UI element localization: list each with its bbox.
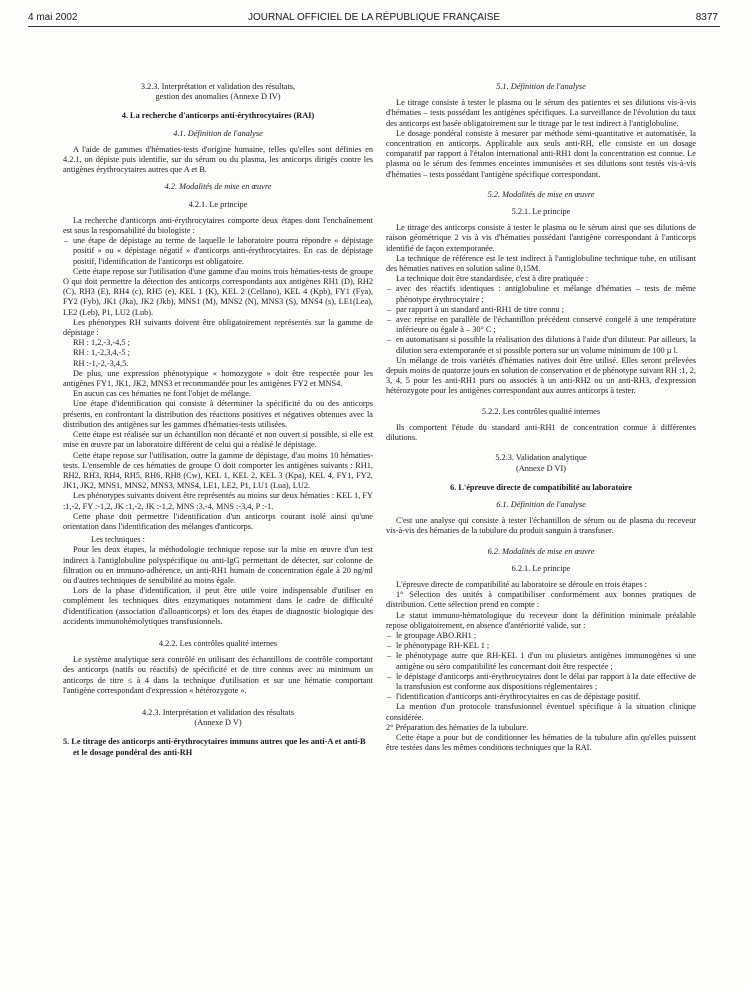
- dash-list: [63, 236, 373, 267]
- dash-list: [386, 284, 696, 355]
- paragraph: Cette phase doit permettre l'identification d'un anticorps courant isolé ainsi qu'une orientation dans l'identification des mélanges d'anticorps.: [63, 511, 373, 531]
- section-5-2-2-heading: 5.2.2. Les contrôles qualité internes: [481, 406, 601, 416]
- section-3-2-3-title: 3.2.3. Interprétation et validation des résultats,: [140, 82, 296, 91]
- list-item: – le phénotypage RH-KEL 1 ;: [386, 641, 696, 651]
- list-item: – le dépistage d'anticorps anti-érythrocytaires dont le délai par rapport à la date effective de la transfusion est conforme aux dispositions réglementaires ;: [386, 672, 696, 692]
- section-4-2-3-title: 4.2.3. Interprétation et validation des résultats: [141, 707, 295, 717]
- section-5-2-3-heading: [386, 453, 696, 473]
- paragraph: En aucun cas ces hématies ne font l'objet de mélange.: [73, 389, 251, 399]
- paragraph: A l'aide de gammes d'hématies-tests d'origine humaine, telles qu'elles sont définies en 4.2.1, on dépiste puis identifie, sur du sérum ou du plasma, les anticorps dirigés contre les antigènes érythrocytaires autres que A et B.: [63, 144, 373, 175]
- paragraph: Les phénotypes RH suivants doivent être obligatoirement représentés sur la gamme de dépistage :: [63, 317, 373, 338]
- list-item: – le groupage ABO.RH1 ;: [386, 631, 696, 641]
- section-4-2-3-subtitle: (Annexe D V): [194, 718, 242, 728]
- list-item: – en automatisant si possible la réalisation des dilutions à l'aide d'un diluteur. Par ailleurs, la dilution sera extemporanée et si possible portera sur un volume minimum de 100 µ l.: [386, 335, 696, 355]
- section-5-2-1-heading: 5.2.1. Le principe: [511, 207, 571, 217]
- paragraph: Cette étape a pour but de conditionner les hématies de la tubulure afin qu'elles puissent être testées dans les mêmes conditions techniques que la RAI.: [386, 732, 696, 753]
- section-6-1-heading: 6.1. Définition de l'analyse: [496, 499, 586, 509]
- paragraph: 1° Sélection des unités à compatibiliser conformément aux bonnes pratiques de distribution. Cette sélection prend en compte :: [386, 590, 696, 610]
- paragraph: Cette étape repose sur l'utilisation, outre la gamme de dépistage, d'au moins 10 hématies-tests. L'ensemble de ces hématies de groupe O doit comporter les antigènes suivants : RH1, RH2, RH3, RH4, RH5, RH6, RH8 (Cw), KEL 1, KEL 2, KEL 3 (Kpa), KEL 4, FY1, FY2, JK1, JK2, MNS1, MNS2, MNS3, MNS4, LE1, LE2, P1, LU1 (Lua), LU2.: [63, 450, 373, 491]
- paragraph: Le dosage pondéral consiste à mesurer par méthode semi-quantitative et automatisée, la concentration en anticorps. Applicable aux seuls anti-RH, elle consiste en un dosage comparatif par rapport à l'étalon international anti-RH1 dont la concentration est connue. Le plasma ou le sérum des femmes enceintes immunisées et ses dilutions sont testés vis-à-vis d'hématies – tests possédant l'antigène spécifique correspondant.: [386, 128, 696, 179]
- section-4-1-heading: 4.1. Définition de l'analyse: [173, 128, 263, 138]
- paragraph: Lors de la phase d'identification, il peut être utile voire indispensable d'utiliser en complément les techniques dites enzymatiques notamment dans le cadre de difficulté d'identification (association d'alloanticorps) et lors des étapes de diagnostic biologique des accidents immunohémolytiques transfusionnels.: [63, 586, 373, 626]
- header-date: 4 mai 2002: [28, 12, 78, 23]
- section-4-2-heading: 4.2. Modalités de mise en œuvre: [164, 182, 272, 192]
- paragraph: Un mélange de trois variétés d'hématies natives doit être utilisé. Elles seront prélevées depuis moins de quatorze jours en solution de conservation et de phénotype suivant RH :1, 2, 3, 4, 5 pour les anti-RH1 purs ou associés à un anti-RH2 ou un anti-RH3, d'expression hétérozygote pour les antigènes correspondant aux autres anticorps à tester.: [386, 355, 696, 396]
- section-5-2-heading: 5.2. Modalités de mise en œuvre: [487, 189, 595, 199]
- paragraph: De plus, une expression phénotypique « homozygote » doit être respectée pour les antigènes FY1, JK1, JK2, MNS3 et recommandée pour les antigènes FY2 et MNS4.: [63, 368, 373, 389]
- paragraph: Le système analytique sera contrôlé en utilisant des échantillons de contrôle comportant des anticorps (natifs ou réactifs) de spécificité et de titre connus avec au minimum un anticorps de titre ≤ à 4 dans la technique d'utilisation et sur une hématie comportant l'antigène correspondant d'expression « hétérozygote ».: [63, 655, 373, 695]
- paragraph: C'est une analyse qui consiste à tester l'échantillon de sérum ou de plasma du receveur vis-à-vis des hématies de la tubulure du produit sanguin à transfuser.: [386, 516, 696, 536]
- section-5-heading: 5. Le titrage des anticorps anti-érythrocytaires immuns autres que les anti-A et anti-B et le dosage pondéral des anti-RH: [63, 737, 366, 757]
- section-4-heading: 4. La recherche d'anticorps anti-érythrocytaires (RAI): [121, 111, 315, 121]
- paragraph: Une étape d'identification qui consiste à déterminer la spécificité du ou des anticorps présents, en confrontant la distribution des réactions positives et négatives obtenues avec la distribution des antigènes sur les gammes d'hématies-tests utilisées.: [63, 399, 373, 429]
- list-item: – le phénotypage autre que RH-KEL 1 d'un ou plusieurs antigènes immunogènes si une antigène ou séro compatibilité les concernant doit être respectée ;: [386, 651, 696, 671]
- paragraph: 2° Préparation des hématies de la tubulure.: [386, 722, 529, 732]
- list-item: RH : 1,-2,3,4,-5 ;: [73, 348, 130, 358]
- section-6-2-heading: 6.2. Modalités de mise en œuvre: [487, 546, 595, 556]
- paragraph: La mention d'un protocole transfusionnel éventuel spécifique à la situation clinique considérée.: [386, 702, 696, 722]
- paragraph: Pour les deux étapes, la méthodologie technique repose sur la mise en œuvre d'un test indirect à l'antiglobuline polyspécifique ou anti-IgG permettant de détecter, sur colonne de filtration ou en immuno-adhérence, un anti-RH1 humain de concentration égale à 20 ng/ml ou d'autres techniques de sensibilité au moins égale.: [63, 545, 373, 585]
- section-6-heading: 6. L'épreuve directe de compatibilité au laboratoire: [450, 482, 632, 492]
- paragraph: Cette étape est réalisée sur un échantillon non décanté et non ouvert si possible, si elle est mise en œuvre par un laboratoire différent de celui qui a réalisé le dépistage.: [63, 430, 373, 450]
- paragraph: Les techniques :: [91, 535, 145, 545]
- paragraph: L'épreuve directe de compatibilité au laboratoire se déroule en trois étapes :: [396, 579, 647, 589]
- paragraph: La recherche d'anticorps anti-érythrocytaires comporte deux étapes dont l'enchaînement est sous la responsabilité du biologiste :: [63, 215, 373, 236]
- list-item: – avec des réactifs identiques : antiglobuline et mélange d'hématies – tests de même phénotype érythrocytaire ;: [386, 284, 696, 304]
- left-column: [63, 82, 373, 758]
- list-item: – avec reprise en parallèle de l'échantillon précédent conservé congelé à une température inférieure ou égale à – 30° C ;: [386, 315, 696, 335]
- list-item: – une étape de dépistage au terme de laquelle le laboratoire pourra répondre « dépistage positif » ou « dépistage négatif » d'anticorps anti-érythrocytaires. En cas de dépistage positif, l'identification de l'anticorps est obligatoire.: [63, 236, 373, 267]
- dash-list: [386, 631, 696, 702]
- section-5-2-3-title: 5.2.3. Validation analytique: [495, 453, 587, 463]
- section-5-2-3-subtitle: (Annexe D VI): [515, 463, 567, 473]
- paragraph: Ils comportent l'étude du standard anti-RH1 de concentration connue à différentes dilutions.: [386, 422, 696, 443]
- list-item: RH : 1,2,-3,-4,5 ;: [73, 338, 130, 348]
- list-item: – l'identification d'anticorps anti-érythrocytaires en cas de dépistage positif.: [386, 692, 696, 702]
- right-column: [386, 82, 696, 753]
- section-3-2-3-subtitle: gestion des anomalies (Annexe D IV): [155, 92, 281, 102]
- page-header: [28, 10, 720, 27]
- page-number: 8377: [695, 12, 718, 23]
- section-5-1-heading: 5.1. Définition de l'analyse: [496, 82, 586, 91]
- paragraph: La technique doit être standardisée, c'est à dire pratiquée :: [396, 274, 589, 284]
- paragraph: Cette étape repose sur l'utilisation d'une gamme d'au moins trois hématies-tests de groupe O qui doit permettre la détection des anticorps correspondants aux antigènes RH1 (D), RH2 (C), RH3 (E), RH4 (c), RH5 (e), KEL 1 (K), KEL 2 (Cellano), KEL 4 (Kpb), FY1 (Fya), FY2 (Fyb), JK1 (Jka), JK2 (Jkb), MNS1 (M), MNS2 (N), MNS3 (S), MNS4 (s), LE1(Lea), LE2 (Leb), P1, LU2 (Lub).: [63, 266, 373, 317]
- section-3-2-3-heading: [63, 82, 373, 102]
- list-item: RH :-1,-2,-3,4,5.: [73, 358, 129, 368]
- section-4-2-3-heading: [63, 708, 373, 728]
- paragraph: Le statut immuno-hématologique du receveur dont la définition minimale préalable repose obligatoirement, en absence d'antériorité valide, sur :: [386, 610, 696, 630]
- section-4-2-1-heading: 4.2.1. Le principe: [188, 199, 248, 209]
- section-4-2-2-heading: 4.2.2. Les contrôles qualité internes: [158, 638, 278, 648]
- section-6-2-1-heading: 6.2.1. Le principe: [511, 563, 571, 573]
- paragraph: Le titrage consiste à tester le plasma ou le sérum des patientes et ses dilutions vis-à-vis d'hématies – tests possédant les antigènes spécifiques. La surveillance de l'évolution du taux des anticorps est basée obligatoirement sur le titrage par le test indirect à l'antiglobuline.: [386, 98, 696, 128]
- paragraph: Le titrage des anticorps consiste à tester le plasma ou le sérum ainsi que ses dilutions de raison géométrique 2 vis à vis d'hématies possédant l'antigène correspondant à l'anticorps identifié de façon extemporanée.: [386, 223, 696, 253]
- paragraph: La technique de référence est le test indirect à l'antiglobuline technique tube, en utilisant des hématies natives en solution saline 0,15M.: [386, 253, 696, 274]
- journal-title: JOURNAL OFFICIEL DE LA RÉPUBLIQUE FRANÇAISE: [247, 12, 501, 23]
- rh-phenotype-list: [63, 338, 373, 369]
- list-item: – par rapport à un standard anti-RH1 de titre connu ;: [386, 305, 696, 315]
- paragraph: Les phénotypes suivants doivent être représentés au moins sur deux hématies : KEL 1, FY :1,-2, FY :-1,2, JK :1,-2, JK :-1,2, MNS :3,-4, MNS :-3,4, P :-1.: [63, 491, 373, 511]
